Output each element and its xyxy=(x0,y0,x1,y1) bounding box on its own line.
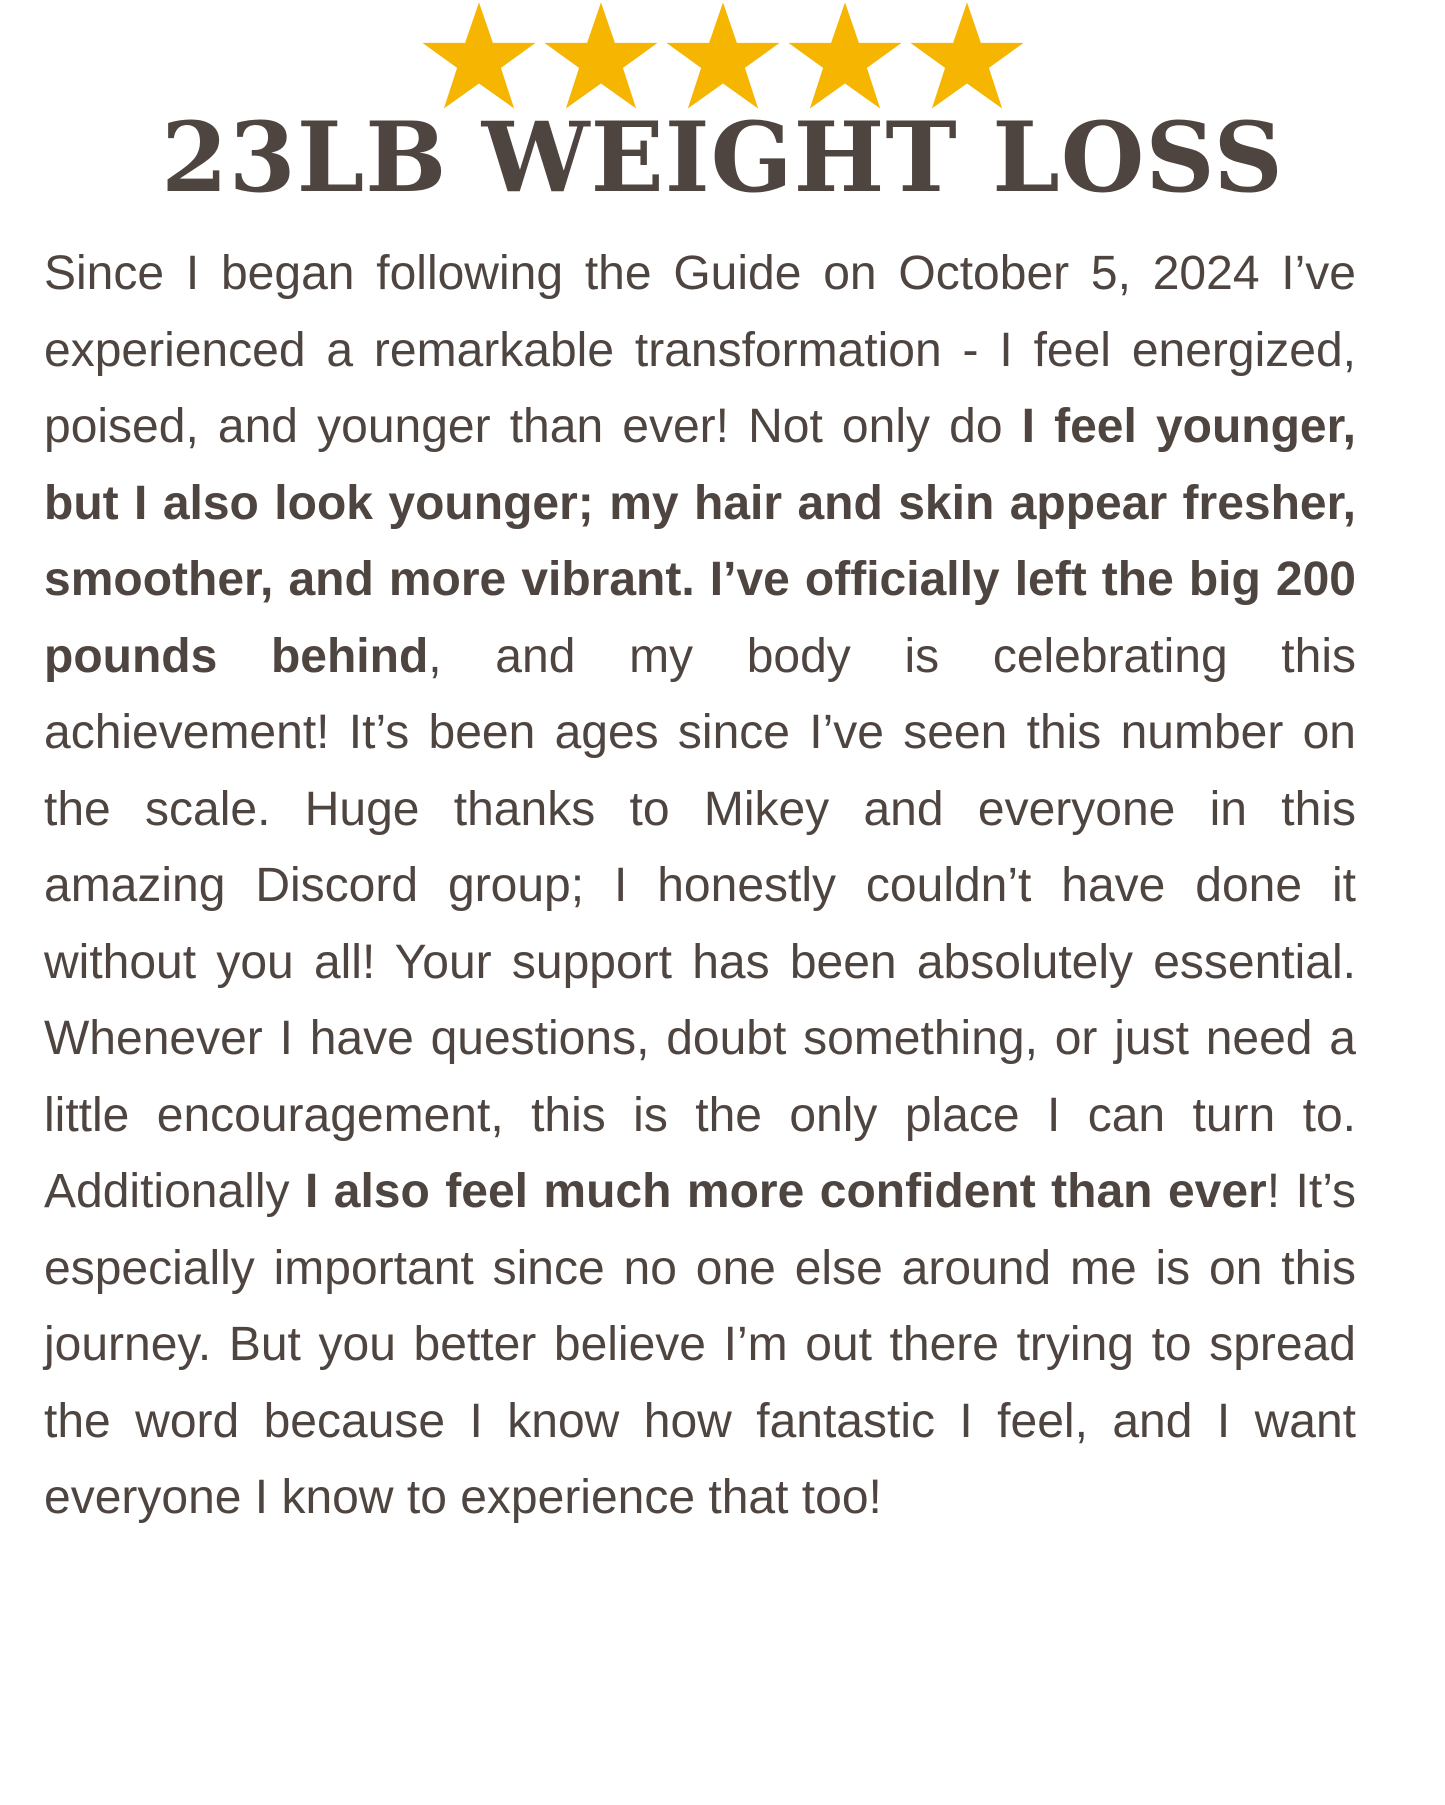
star-icon xyxy=(908,0,1026,112)
star-icon xyxy=(786,0,904,112)
testimonial-segment: , and my body is celebrating this achievement! It’s been ages since I’ve seen this number on the scale. Huge thanks to Mikey and everyone in this amazing Discord group; I honestly couldn’t have done it without you all! Your support has been absolutely essential. Whenever I have questions, doubt something, or just need a little encouragement, this is the only place I can turn to. Additionally xyxy=(44,629,1357,1218)
testimonial-highlight: I also feel much more confident than ever xyxy=(304,1165,1267,1218)
star-icon xyxy=(664,0,782,112)
testimonial-segment: ! It’s especially important since no one else around me is on this journey. But you better believe I’m out there trying to spread the word because I know how fantastic I feel, and I want everyone I know to experience that too! xyxy=(44,1165,1356,1524)
testimonial-segment: Since I began following the Guide on October 5, 2024 I’ve experienced a remarkable transformation - I feel energized, poised, and younger than ever! Not only do xyxy=(44,247,1356,453)
star-rating xyxy=(0,0,1445,115)
testimonial-highlight: I feel younger, but I also look younger; my hair and skin appear fresher, smoother, and more vibrant. I’ve officially left the big 200 pounds behind xyxy=(44,400,1356,683)
page-title: 23LB WEIGHT LOSS xyxy=(161,101,1284,214)
star-icon xyxy=(542,0,660,112)
star-icon xyxy=(420,0,538,112)
testimonial-text xyxy=(44,236,1356,1537)
